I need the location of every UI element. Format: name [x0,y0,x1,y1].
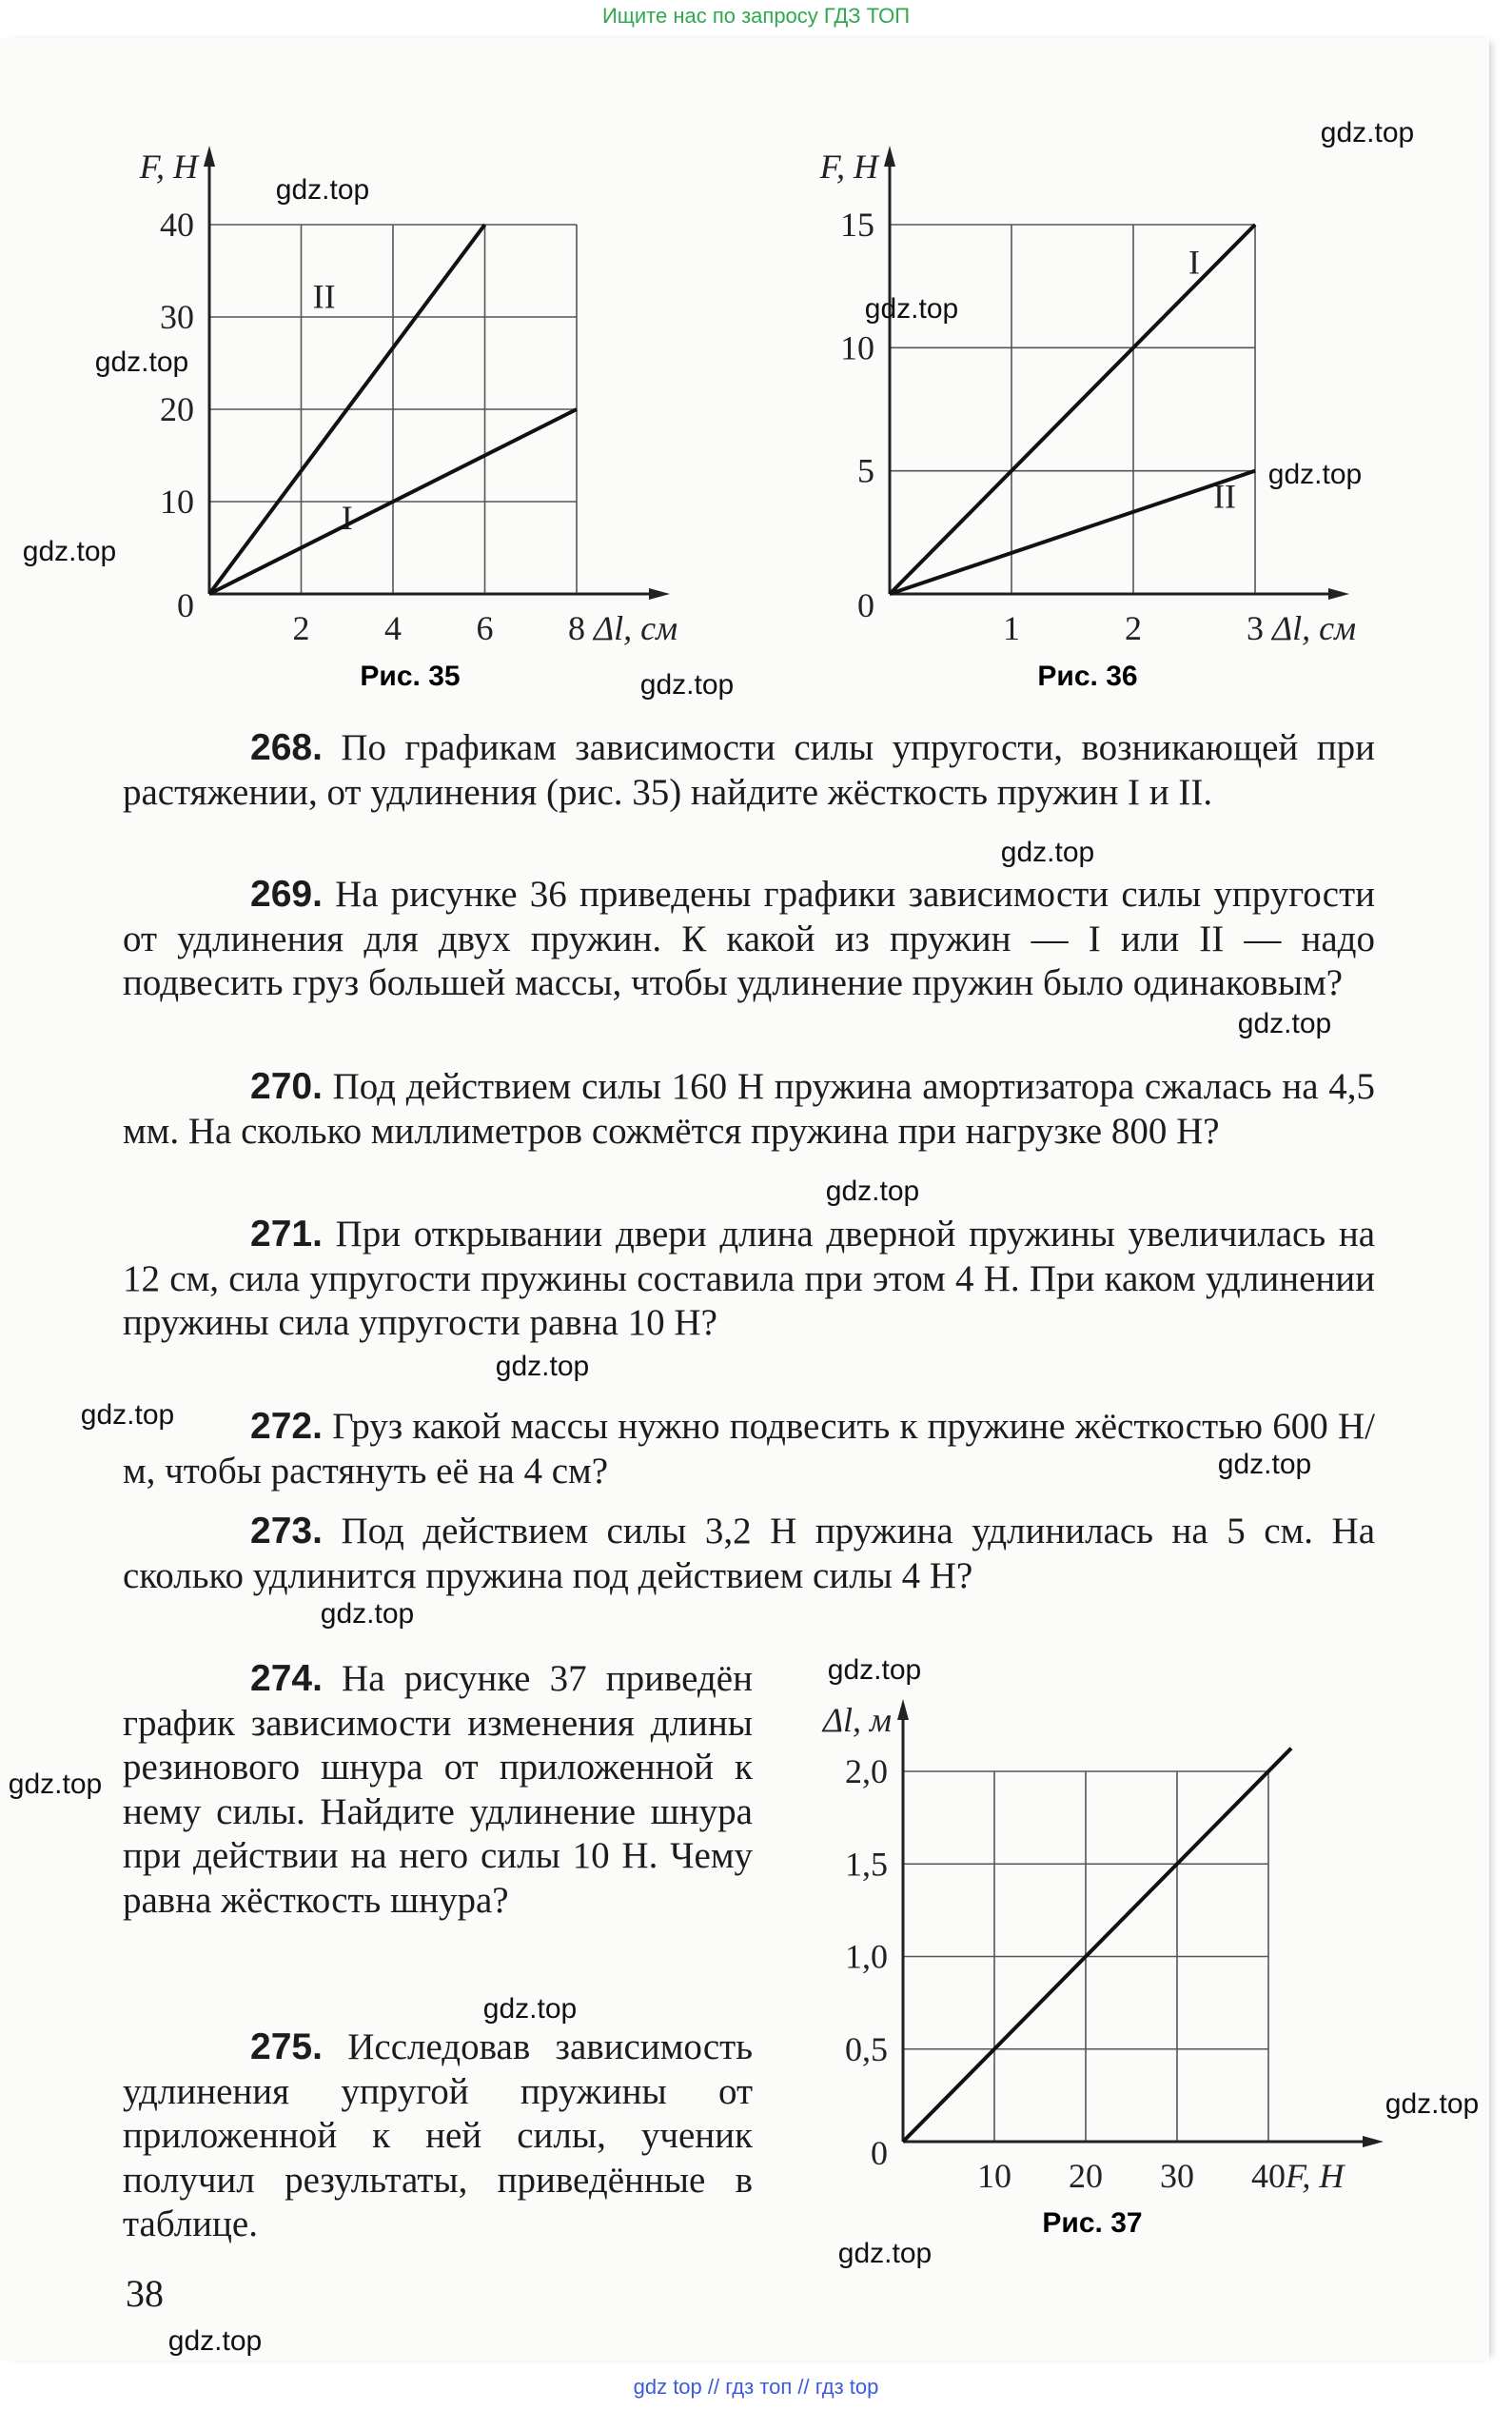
x-tick-label: 30 [1160,2157,1194,2195]
y-tick-label: 0,5 [845,2029,888,2068]
x-axis-label: Δl, см [1272,609,1357,647]
series-label: I [341,499,353,538]
origin-label: 0 [177,586,194,624]
watermark-text: gdz.top [94,346,189,378]
figure-caption: Рис. 37 [1042,2207,1143,2239]
problem-text: По графикам зависимости силы упругости, возникающей при растяжении, от удлинения (рис. 35) найдите жёсткость пружин I и II. [123,727,1376,813]
series-label: II [312,277,336,316]
problem-271 [123,1213,1375,1346]
y-tick-label: 10 [160,483,194,521]
problem-text: Под действием силы 160 Н пружина амортизатора сжалась на 4,5 мм. На сколько миллиметров сожмётся пружина при нагрузке 800 Н? [123,1066,1375,1152]
x-axis-arrow [1363,2136,1384,2147]
y-axis-arrow [897,1699,909,1720]
x-tick-label: 2 [1125,609,1142,647]
problem-272 [123,1405,1375,1493]
watermark-text: gdz.top [1237,1008,1332,1039]
problem-number: 272. [250,1406,323,1447]
watermark-text: gdz.top [275,174,370,206]
problem-269 [123,873,1375,1006]
watermark-text: gdz.top [837,2238,933,2269]
y-axis-label: F, Н [139,148,198,186]
origin-label: 0 [871,2134,888,2172]
problem-number: 271. [250,1214,323,1255]
y-axis-arrow [884,146,895,167]
watermark-text: gdz.top [80,1399,175,1431]
watermark-text: gdz.top [8,1769,103,1800]
y-tick-label: 2,0 [845,1752,888,1790]
watermark-text: gdz.top [495,1351,590,1382]
x-axis-arrow [1328,588,1349,600]
watermark-text: gdz.top [825,1176,920,1207]
y-tick-label: 1,5 [845,1845,888,1884]
footer-links: gdz top // гдз топ // гдз top [633,2375,879,2399]
problem-270 [123,1065,1375,1154]
y-tick-label: 10 [840,328,874,367]
series-line [903,1749,1291,2142]
problem-text: Под действием силы 3,2 Н пружина удлинилась на 5 см. На сколько удлинится пружина под действием силы 4 Н? [123,1511,1375,1596]
x-tick-label: 40 [1251,2157,1286,2195]
problem-number: 269. [250,874,323,915]
watermark-text: gdz.top [1384,2088,1480,2120]
x-tick-label: 4 [384,609,402,647]
watermark-text: gdz.top [864,293,959,325]
problem-273 [123,1510,1375,1598]
x-axis-label: Δl, см [594,609,678,647]
x-tick-label: 3 [1247,609,1264,647]
problem-268 [123,726,1375,815]
problem-text: На рисунке 36 приведены графики зависимости силы упругости от удлинения для двух пружин. К какой из пружин — I или II — надо подвесить груз большей массы, чтобы удлинение пружин было одинаковым? [123,874,1376,1003]
x-tick-label: 8 [568,609,585,647]
watermark-text: gdz.top [1000,837,1095,868]
x-axis-arrow [649,588,670,600]
problem-number: 275. [250,2026,323,2067]
watermark-text: gdz.top [1217,1449,1312,1480]
y-tick-label: 20 [160,390,194,428]
watermark-text: gdz.top [827,1654,922,1686]
x-tick-label: 6 [476,609,494,647]
series-label: II [1213,477,1236,516]
watermark-text: gdz.top [482,1993,578,2025]
problem-274 [123,1657,753,1923]
watermark-text: gdz.top [1267,459,1363,490]
series-line [890,471,1255,594]
y-tick-label: 30 [160,298,194,336]
problem-number: 270. [250,1066,323,1107]
x-tick-label: 2 [292,609,310,647]
problem-number: 274. [250,1658,323,1699]
problem-number: 273. [250,1511,323,1551]
y-axis-label: F, Н [819,148,878,186]
y-tick-label: 15 [840,206,874,244]
figure-caption: Рис. 36 [1037,661,1138,692]
y-tick-label: 40 [160,206,194,244]
origin-label: 0 [857,586,874,624]
y-tick-label: 5 [857,451,874,490]
x-axis-label: F, Н [1286,2157,1345,2195]
problem-text: На рисунке 37 приведён график зависимости изменения длины резинового шнура от приложенной к нему силы. Найдите удлинение шнура при действии на него силы 10 Н. Чему равна жёсткость шнура? [123,1658,753,1921]
watermark-text: gdz.top [1320,117,1415,148]
problem-text: Исследовав зависимость удлинения упругой пружины от приложенной к ней силы, ученик получил результаты, приведённые в таблице. [123,2026,754,2244]
y-axis-label: Δl, м [822,1701,892,1739]
watermark-text: gdz.top [320,1598,415,1630]
x-tick-label: 1 [1003,609,1020,647]
problem-text: Груз какой массы нужно подвесить к пружине жёсткостью 600 Н/м, чтобы растянуть её на 4 см? [123,1406,1376,1492]
x-tick-label: 10 [977,2157,1011,2195]
y-axis-arrow [204,146,215,167]
problem-275 [123,2026,753,2247]
series-line [890,225,1255,594]
problem-text: При открывании двери длина дверной пружины увеличилась на 12 см, сила упругости пружины составила при этом 4 Н. При каком удлинении пружины сила упругости равна 10 Н? [123,1214,1375,1343]
figure-caption: Рис. 35 [360,661,461,692]
page-number: 38 [126,2272,164,2315]
watermark-text: gdz.top [22,536,117,567]
watermark-text: gdz.top [167,2325,263,2357]
y-tick-label: 1,0 [845,1937,888,1976]
problem-number: 268. [250,727,323,768]
watermark-text: gdz.top [639,669,735,701]
series-label: I [1188,243,1200,282]
search-hint-banner: Ищите нас по запросу ГДЗ ТОП [601,4,911,28]
x-tick-label: 20 [1069,2157,1103,2195]
